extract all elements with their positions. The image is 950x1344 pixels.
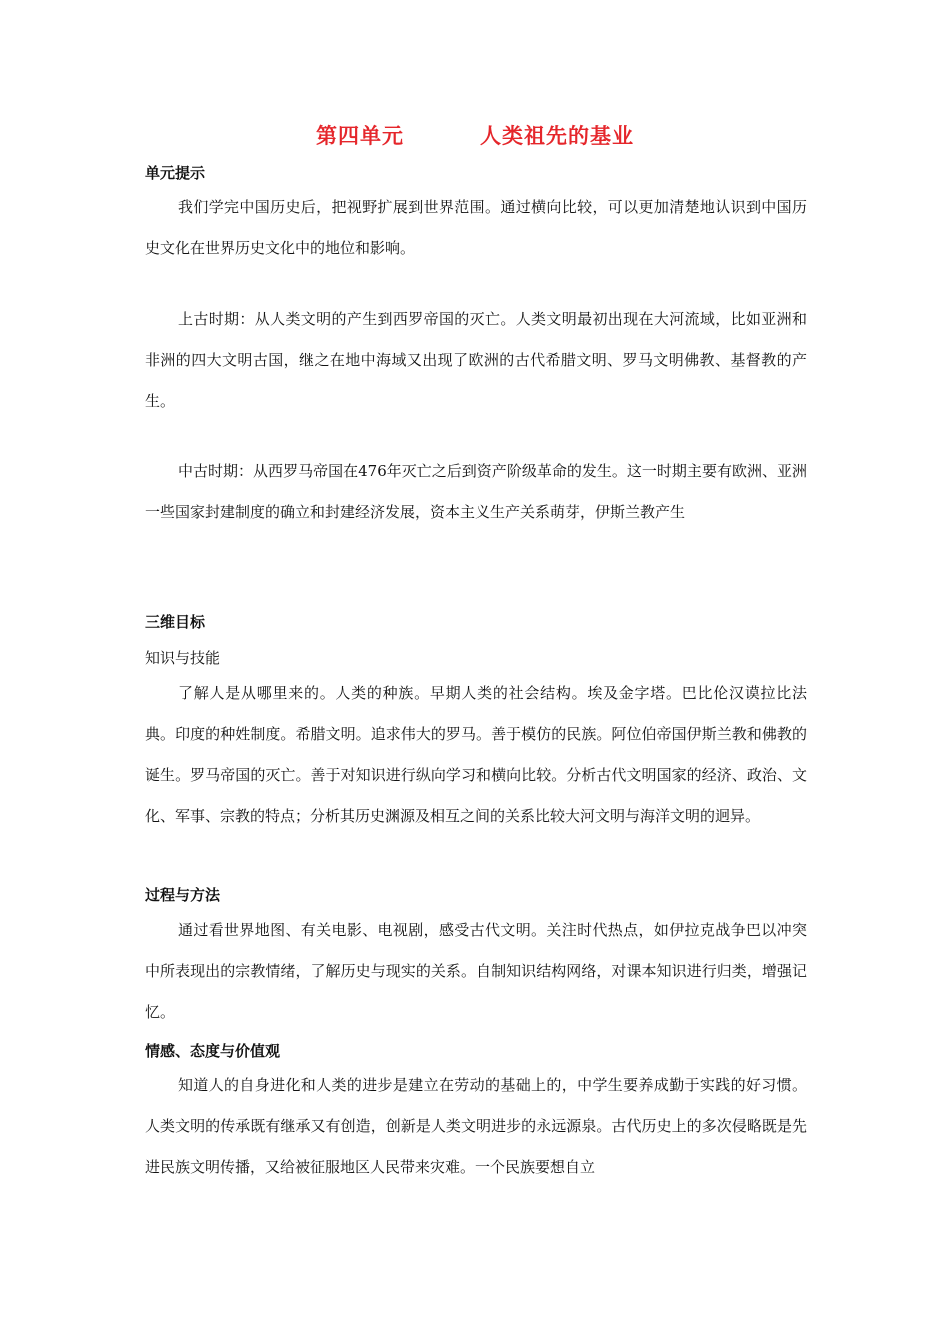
knowledge-heading: 知识与技能 (145, 649, 221, 667)
unit-tip-heading: 单元提示 (145, 164, 206, 182)
unit-tip-paragraph-2: 上古时期：从人类文明的产生到西罗帝国的灭亡。人类文明最初出现在大河流域，比如亚洲和非洲的四大文明古国，继之在地中海域又出现了欧洲的古代希腊文明、罗马文明佛教、基督教的产生。 (145, 310, 807, 410)
title-unit: 第四单元 (316, 124, 404, 148)
goals-heading: 三维目标 (145, 613, 206, 631)
title-topic: 人类祖先的基业 (480, 124, 634, 148)
document-title (0, 120, 950, 150)
process-heading: 过程与方法 (145, 886, 221, 904)
unit-tip-paragraph-3: 中古时期：从西罗马帝国在476年灭亡之后到资产阶级革命的发生。这一时期主要有欧洲、亚洲一些国家封建制度的确立和封建经济发展，资本主义生产关系萌芽，伊斯兰教产生 (145, 462, 807, 521)
emotion-heading: 情感、态度与价值观 (145, 1042, 281, 1060)
process-paragraph: 通过看世界地图、有关电影、电视剧，感受古代文明。关注时代热点，如伊拉克战争巴以冲突中所表现出的宗教情绪，了解历史与现实的关系。自制知识结构网络，对课本知识进行归类，增强记忆。 (145, 921, 807, 1021)
knowledge-paragraph: 了解人是从哪里来的。人类的种族。早期人类的社会结构。埃及金字塔。巴比伦汉谟拉比法典。印度的种姓制度。希腊文明。追求伟大的罗马。善于模仿的民族。阿位伯帝国伊斯兰教和佛教的诞生。罗马帝国的灭亡。善于对知识进行纵向学习和横向比较。分析古代文明国家的经济、政治、文化、军事、宗教的特点；分析其历史渊源及相互之间的关系比较大河文明与海洋文明的迥异。 (145, 684, 807, 825)
emotion-paragraph: 知道人的自身进化和人类的进步是建立在劳动的基础上的，中学生要养成勤于实践的好习惯。人类文明的传承既有继承又有创造，创新是人类文明进步的永远源泉。古代历史上的多次侵略既是先进民族文明传播，又给被征服地区人民带来灾难。一个民族要想自立 (145, 1076, 807, 1176)
unit-tip-paragraph-1: 我们学完中国历史后，把视野扩展到世界范围。通过横向比较，可以更加清楚地认识到中国历史文化在世界历史文化中的地位和影响。 (145, 198, 807, 257)
